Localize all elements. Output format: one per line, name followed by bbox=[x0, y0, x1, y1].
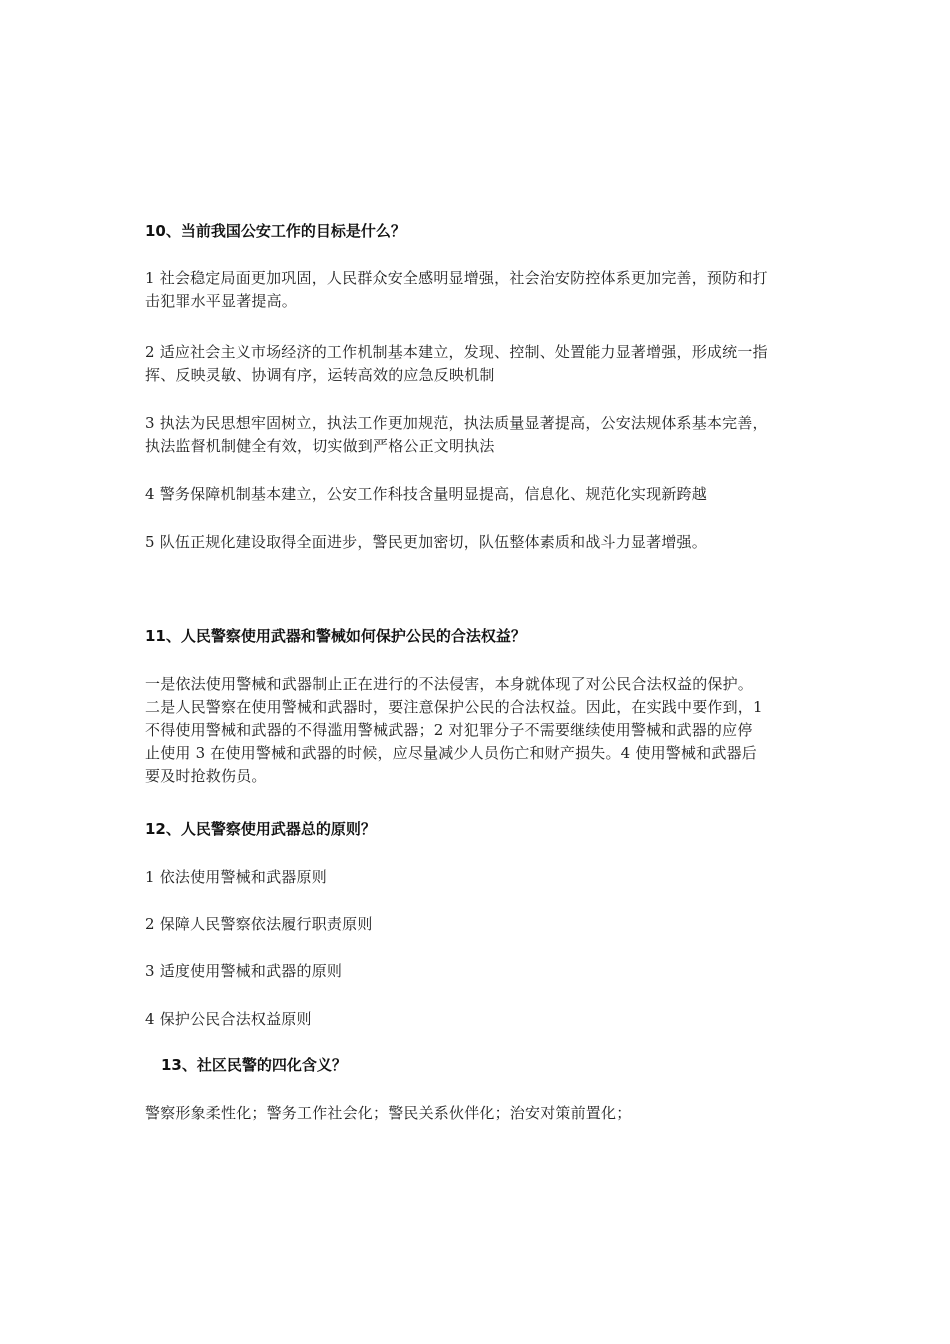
text-line: 3 执法为民思想牢固树立，执法工作更加规范，执法质量显著提高，公安法规体系基本完善， bbox=[145, 414, 768, 432]
text-line: 挥、反映灵敏、协调有序，运转高效的应急反映机制 bbox=[145, 366, 495, 384]
q11-answer bbox=[145, 673, 813, 788]
q12-principle-3 bbox=[145, 960, 813, 983]
text-line: 2 保障人民警察依法履行职责原则 bbox=[145, 915, 373, 933]
text-line: 1 社会稳定局面更加巩固，人民群众安全感明显增强，社会治安防控体系更加完善，预防和打 bbox=[145, 269, 768, 287]
text-line: 4 保护公民合法权益原则 bbox=[145, 1010, 312, 1028]
text-line: 5 队伍正规化建设取得全面进步，警民更加密切，队伍整体素质和战斗力显著增强。 bbox=[145, 533, 707, 551]
q10-answer-4 bbox=[145, 483, 813, 506]
text-line: 1 依法使用警械和武器原则 bbox=[145, 868, 327, 886]
text-line: 3 适度使用警械和武器的原则 bbox=[145, 962, 343, 980]
text-line: 二是人民警察在使用警械和武器时，要注意保护公民的合法权益。因此，在实践中要作到，1 bbox=[145, 698, 763, 716]
q12-principle-2 bbox=[145, 913, 813, 936]
q12-principle-1 bbox=[145, 866, 813, 889]
question-13-heading: 13、社区民警的四化含义？ bbox=[161, 1056, 347, 1074]
text-line: 不得使用警械和武器的不得滥用警械武器；2 对犯罪分子不需要继续使用警械和武器的应停 bbox=[145, 721, 753, 739]
text-line: 一是依法使用警械和武器制止正在进行的不法侵害，本身就体现了对公民合法权益的保护。 bbox=[145, 675, 754, 693]
q10-answer-2 bbox=[145, 341, 813, 387]
question-12-heading: 12、人民警察使用武器总的原则？ bbox=[145, 820, 376, 838]
q10-answer-5 bbox=[145, 531, 813, 554]
text-line: 4 警务保障机制基本建立，公安工作科技含量明显提高，信息化、规范化实现新跨越 bbox=[145, 485, 707, 503]
question-10-heading: 10、当前我国公安工作的目标是什么？ bbox=[145, 222, 406, 240]
question-11-heading: 11、人民警察使用武器和警械如何保护公民的合法权益？ bbox=[145, 627, 526, 645]
text-line: 2 适应社会主义市场经济的工作机制基本建立，发现、控制、处置能力显著增强，形成统一指 bbox=[145, 343, 768, 361]
q10-answer-3 bbox=[145, 412, 813, 458]
text-line: 止使用 3 在使用警械和武器的时候，应尽量减少人员伤亡和财产损失。4 使用警械和武器后 bbox=[145, 744, 757, 762]
text-line: 要及时抢救伤员。 bbox=[145, 767, 267, 785]
text-line: 执法监督机制健全有效，切实做到严格公正文明执法 bbox=[145, 437, 495, 455]
q12-principle-4 bbox=[145, 1008, 813, 1031]
text-line: 击犯罪水平显著提高。 bbox=[145, 292, 298, 310]
text-line: 警察形象柔性化；警务工作社会化；警民关系伙伴化；治安对策前置化； bbox=[145, 1104, 632, 1122]
q13-answer bbox=[145, 1102, 813, 1125]
q10-answer-1 bbox=[145, 267, 813, 313]
